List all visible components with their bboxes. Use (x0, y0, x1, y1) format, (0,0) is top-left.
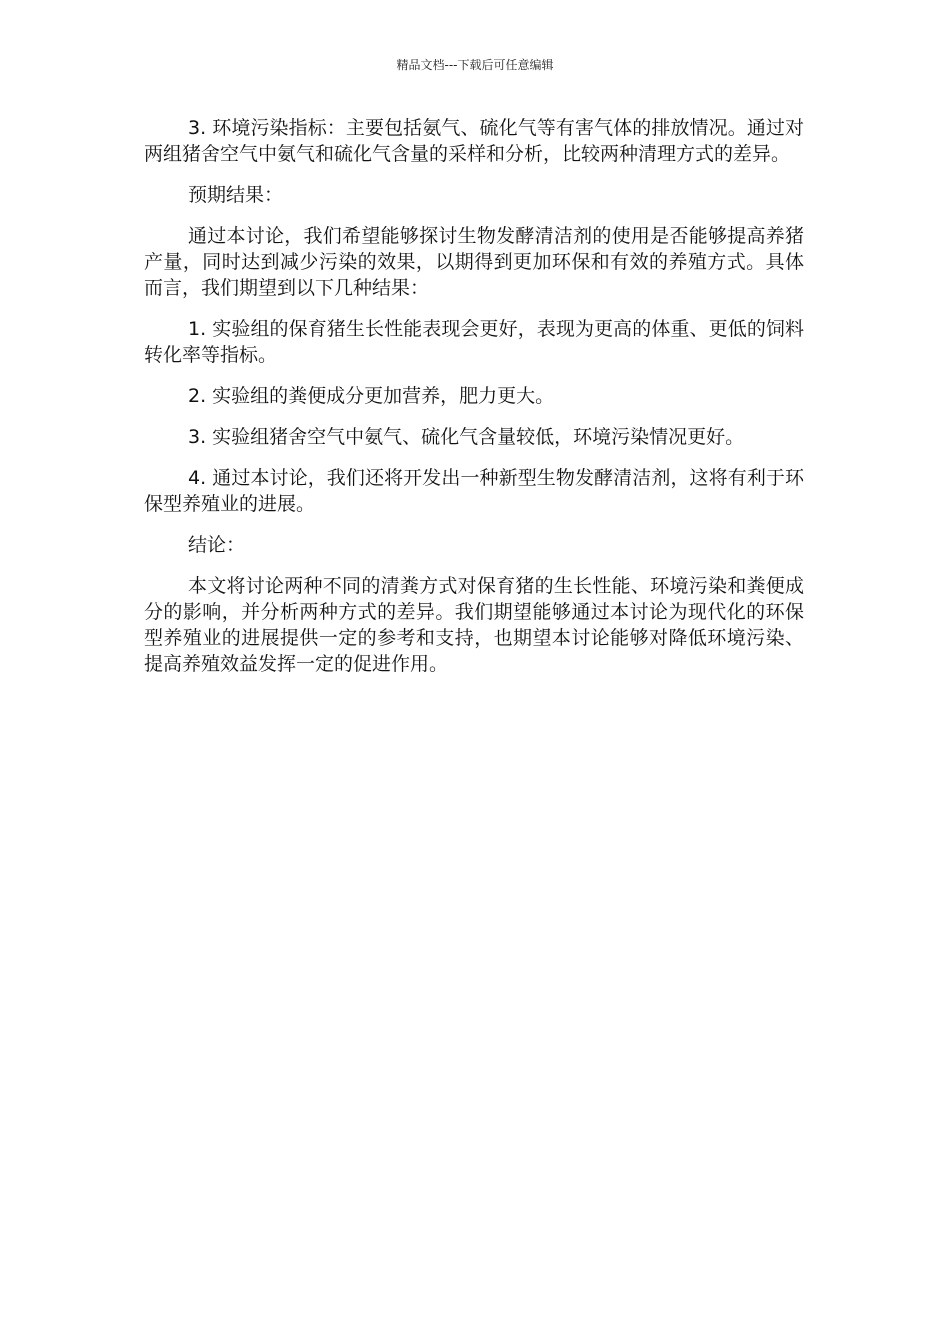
heading-expected-results: 预期结果： (188, 184, 284, 206)
document-body (144, 115, 804, 692)
paragraph-expected-intro: 通过本讨论，我们希望能够探讨生物发酵清洁剂的使用是否能够提高养猪产量，同时达到减少污染的效果，以期得到更加环保和有效的养殖方式。具体而言，我们期望到以下几种结果： (144, 225, 804, 299)
paragraph-environment-indicator: 3. 环境污染指标：主要包括氨气、硫化气等有害气体的排放情况。通过对两组猪舍空气中氨气和硫化气含量的采样和分析，比较两种清理方式的差异。 (144, 117, 804, 165)
heading-conclusion: 结论： (188, 534, 246, 556)
page-header: 精品文档---下载后可任意编辑 (396, 58, 554, 72)
result-item-4: 4. 通过本讨论，我们还将开发出一种新型生物发酵清洁剂，这将有利于环保型养殖业的进展。 (144, 467, 804, 515)
paragraph-conclusion: 本文将讨论两种不同的清粪方式对保育猪的生长性能、环境污染和粪便成分的影响，并分析两种方式的差异。我们期望能够通过本讨论为现代化的环保型养殖业的进展提供一定的参考和支持，也期望本讨论能够对降低环境污染、提高养殖效益发挥一定的促进作用。 (144, 575, 804, 675)
result-item-1: 1. 实验组的保育猪生长性能表现会更好，表现为更高的体重、更低的饲料转化率等指标。 (144, 318, 804, 366)
result-item-2: 2. 实验组的粪便成分更加营养，肥力更大。 (188, 385, 555, 407)
result-item-3: 3. 实验组猪舍空气中氨气、硫化气含量较低，环境污染情况更好。 (188, 426, 745, 448)
